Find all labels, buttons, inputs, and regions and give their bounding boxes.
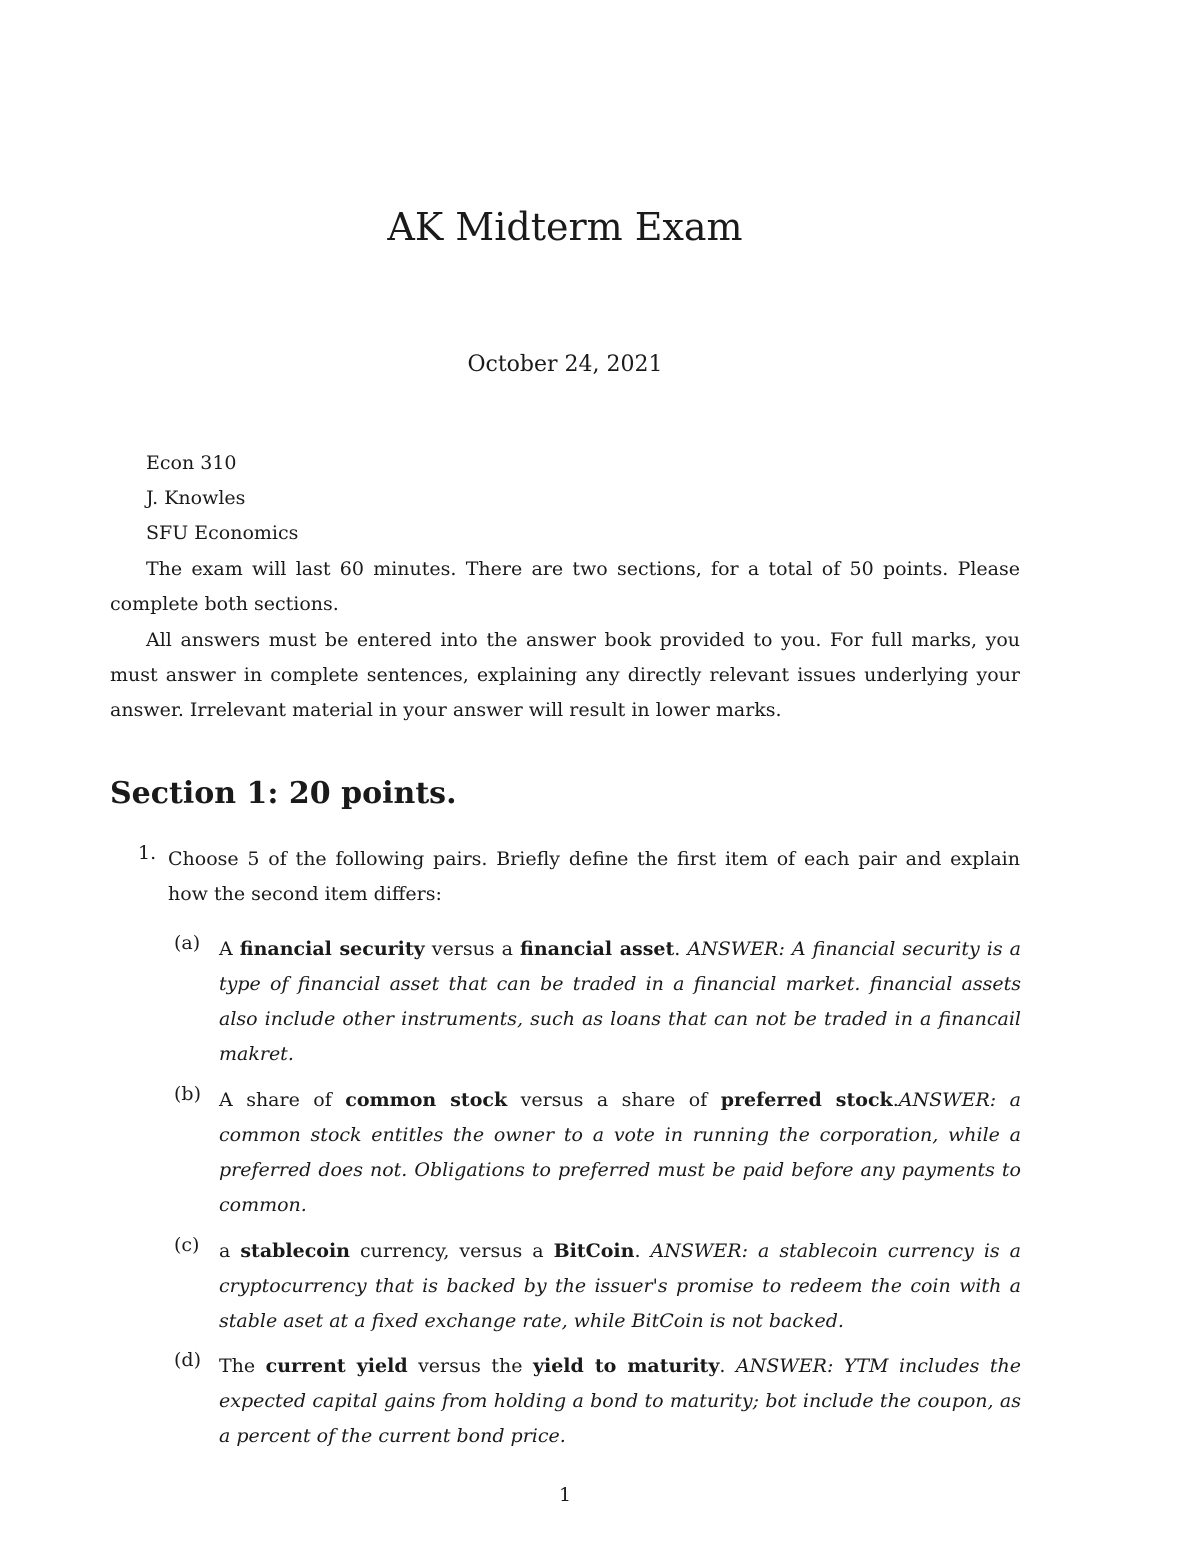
item-b-term-2: preferred stock: [720, 1089, 893, 1111]
item-b-term-1: common stock: [345, 1089, 508, 1111]
item-label-a: (a): [174, 932, 201, 954]
department-name: SFU Economics: [146, 522, 299, 544]
instructions-paragraph-1: The exam will last 60 minutes. There are two sections, for a total of 50 points. Please complete both sections.: [110, 558, 1020, 615]
item-c-answer: ANSWER: a stablecoin currency is a cryptocurrency that is backed by the issuer's promise to redeem the coin with a stable aset at a fixed exchange rate, while BitCoin is not backed.: [219, 1240, 1021, 1332]
item-label-d: (d): [174, 1349, 201, 1371]
item-d-answer: ANSWER: YTM includes the expected capital gains from holding a bond to maturity; bot include the coupon, as a percent of the current bond price.: [219, 1355, 1021, 1447]
item-b-mid: versus a share of: [507, 1089, 721, 1111]
item-a-answer: ANSWER: A financial security is a type of financial asset that can be traded in a financial market. financial assets also include other instruments, such as loans that can not be traded in a financail makret.: [219, 938, 1021, 1065]
item-c-term-1: stablecoin: [240, 1240, 350, 1262]
item-d-pre: The: [219, 1355, 266, 1377]
question-number: 1.: [138, 842, 157, 864]
item-a-post: .: [674, 938, 688, 960]
item-c-pre: a: [219, 1240, 241, 1262]
item-b-answer: ANSWER: a common stock entitles the owner to a vote in running the corporation, while a preferred does not. Obligations to preferred must be paid before any payments to common.: [219, 1089, 1021, 1216]
instructions-paragraph-2: All answers must be entered into the answer book provided to you. For full marks, you must answer in complete sentences, explaining any directly relevant issues underlying your answer. Irrelevant material in your answer will result in lower marks.: [110, 629, 1020, 721]
item-c: [219, 1234, 1021, 1339]
section-1-heading: Section 1: 20 points.: [110, 776, 457, 811]
instructor-name: J. Knowles: [146, 487, 246, 509]
course-name: Econ 310: [146, 452, 237, 474]
item-a-term-1: financial security: [239, 938, 425, 960]
item-a-pre: A: [219, 938, 240, 960]
item-b-post: .: [892, 1089, 899, 1111]
item-d-term-1: current yield: [265, 1355, 408, 1377]
item-c-term-2: BitCoin: [553, 1240, 635, 1262]
item-c-mid: currency, versus a: [350, 1240, 554, 1262]
item-a-mid: versus a: [424, 938, 520, 960]
item-a-term-2: financial asset: [520, 938, 675, 960]
item-label-c: (c): [174, 1234, 200, 1256]
exam-date: October 24, 2021: [467, 352, 663, 377]
item-d-post: .: [719, 1355, 736, 1377]
question-text: Choose 5 of the following pairs. Briefly define the first item of each pair and explain how the second item differs:: [168, 848, 1020, 905]
item-a: [219, 932, 1021, 1072]
page-number: 1: [558, 1484, 572, 1506]
item-d-mid: versus the: [407, 1355, 533, 1377]
item-d: [219, 1349, 1021, 1454]
item-c-post: .: [634, 1240, 651, 1262]
item-d-term-2: yield to maturity: [532, 1355, 720, 1377]
page-title: AK Midterm Exam: [387, 205, 743, 249]
item-b-pre: A share of: [219, 1089, 346, 1111]
item-b: [219, 1083, 1021, 1223]
item-label-b: (b): [174, 1083, 201, 1105]
